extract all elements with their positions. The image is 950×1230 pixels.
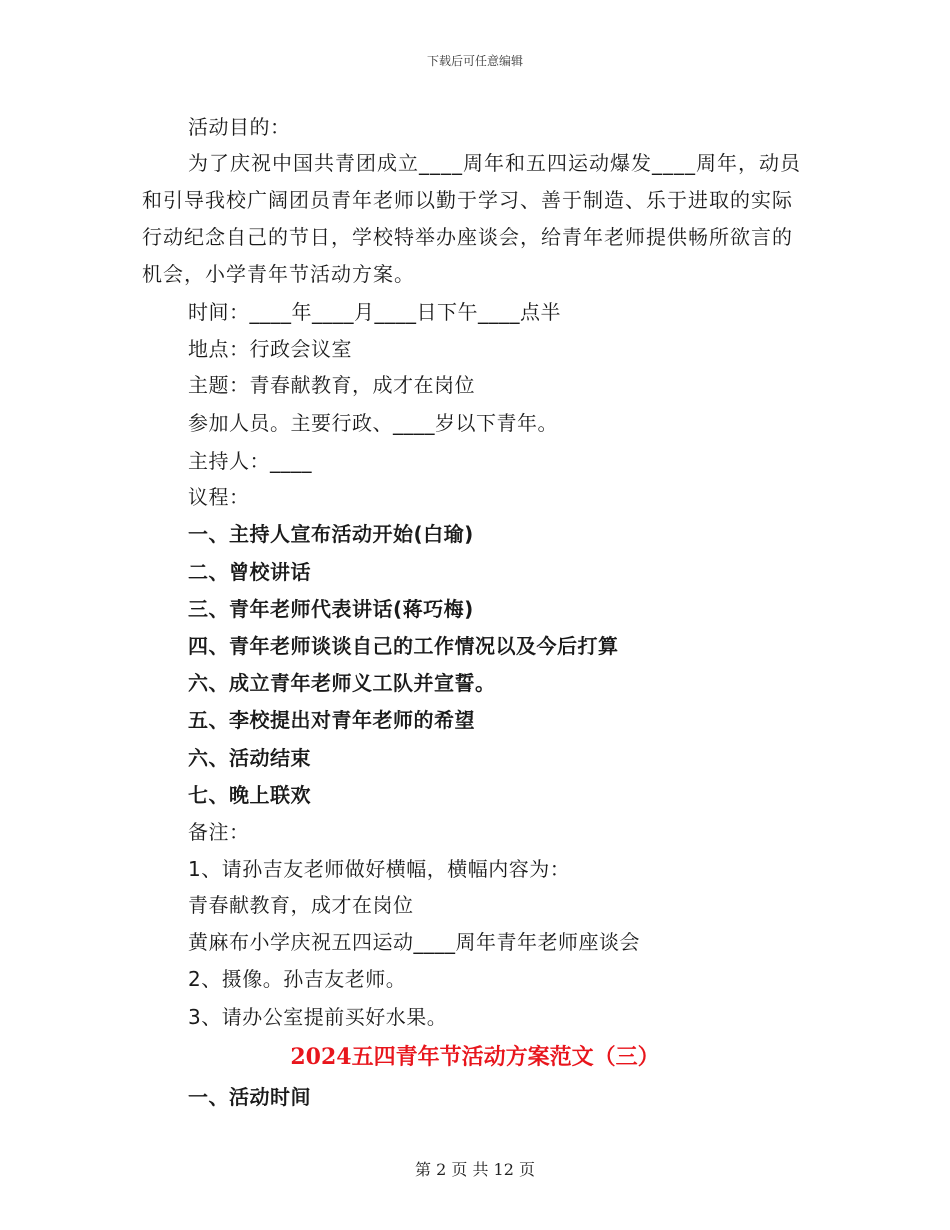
agenda-item: 七、晚上联欢 (188, 783, 311, 807)
agenda-item: 五、李校提出对青年老师的希望 (188, 708, 475, 732)
host-line: 主持人：____ (188, 449, 312, 473)
notes-label: 备注： (188, 820, 250, 844)
participants-line: 参加人员。主要行政、____岁以下青年。 (188, 411, 558, 435)
agenda-item: 六、活动结束 (188, 746, 311, 770)
time-line: 时间：____年____月____日下午____点半 (188, 300, 561, 324)
page-footer: 第 2 页 共 12 页 (415, 1160, 535, 1179)
place-line: 地点：行政会议室 (188, 337, 352, 361)
note-item: 3、请办公室提前买好水果。 (188, 1005, 448, 1029)
note-item: 1、请孙吉友老师做好横幅，横幅内容为： (188, 857, 571, 881)
agenda-item: 一、主持人宣布活动开始(白瑜) (188, 522, 474, 546)
banner-text: 青春献教育，成才在岗位 (188, 893, 414, 917)
theme-line: 主题：青春献教育，成才在岗位 (188, 373, 475, 397)
intro-paragraph: 为了庆祝中国共青团成立____周年和五四运动爆发____周年，动员和引导我校广阔团员青年老师以勤于学习、善于制造、乐于进取的实际行动纪念自己的节日，学校特举办座谈会，给青年老师提供畅所欲言的机会，小学青年节活动方案。 (142, 151, 801, 286)
note-item: 2、摄像。孙吉友老师。 (188, 967, 407, 991)
section-title: 2024五四青年节活动方案范文（三） (290, 1044, 660, 1070)
purpose-label: 活动目的： (188, 115, 291, 139)
section-heading: 一、活动时间 (188, 1085, 311, 1109)
page-header: 下载后可任意编辑 (426, 54, 523, 68)
agenda-item: 三、青年老师代表讲话(蒋巧梅) (188, 597, 474, 621)
agenda-item: 四、青年老师谈谈自己的工作情况以及今后打算 (188, 634, 619, 658)
agenda-label: 议程： (188, 485, 250, 509)
banner-text: 黄麻布小学庆祝五四运动____周年青年老师座谈会 (188, 930, 640, 954)
agenda-item: 六、成立青年老师义工队并宣誓。 (188, 671, 496, 695)
agenda-item: 二、曾校讲话 (188, 560, 311, 584)
